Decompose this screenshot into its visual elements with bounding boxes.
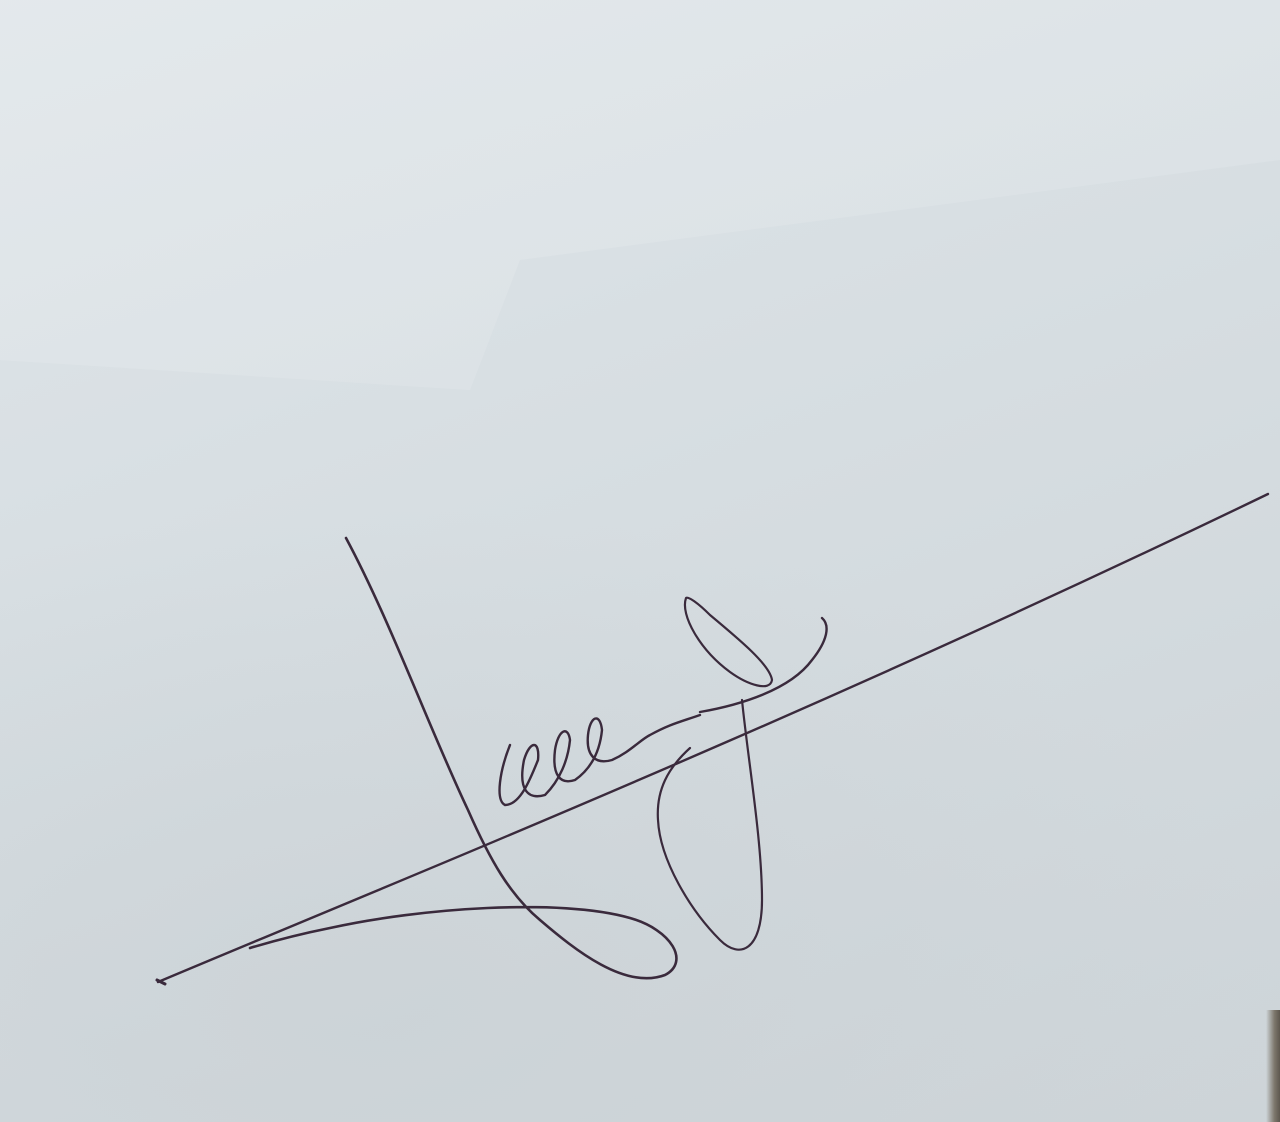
- signature-tail-loop: [658, 700, 762, 950]
- signature-leaf-flourish: [685, 598, 772, 687]
- signature-downstroke: [250, 538, 676, 978]
- signature-underline-stroke: [158, 494, 1268, 982]
- desk-edge: [1266, 1010, 1280, 1122]
- signature-loops-stroke: [500, 715, 700, 805]
